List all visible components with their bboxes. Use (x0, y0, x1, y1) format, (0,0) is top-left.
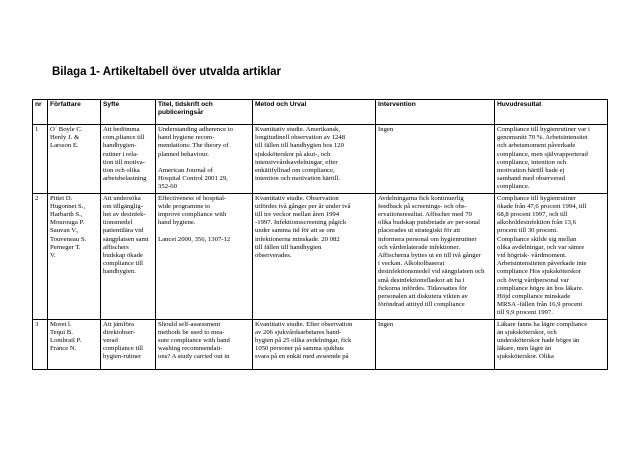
cell-nr: 3 (33, 319, 48, 369)
cell-metod: Kvantitativ studie. Efter observation av 206 sjukvårdsarbetares hand- hygien på 25 olika avdelningar, fick 1050 personer på samma sjukhus svara på en enkät med avseende på (253, 319, 376, 369)
cell-intervention: Ingen (376, 319, 495, 369)
header-syfte: Syfte (101, 100, 156, 125)
cell-metod: Kvantitativ studie. Observation utfördes två gånger per år under två till tre veckor mellan åren 1994 -1997. Infektionsscreening pågick under samma tid för att se om infektionerna minskade. 20 082 till fällen till handhygien observerades. (253, 193, 376, 319)
header-forfattare: Författare (48, 100, 101, 125)
page-title: Bilaga 1- Artikeltabell över utvalda artiklar (52, 66, 282, 78)
cell-huvudresultat: Compliance till hygienrutiner ökade från 47,6 procent 1994, till 68,8 procent 1997, och till alkoholdesinfektion från 13,6 procent till 30 procent. Compliance skilde sig mellan olika avdelningar, och var sämre vid högrisk- vårdmoment. Arbetsintensiteten påverkade inte compliance Hos sjuksköterskor och övrig vårdpersonal var compliance högre än hos läkare. Höjd compliance minskade MRSA -fällen från 16,9 procent till 9,9 procent 1997. (495, 193, 608, 319)
cell-nr: 2 (33, 193, 48, 319)
cell-forfattare: Moret l. Tequi B. Lombrail P. France N. (48, 319, 101, 369)
cell-titel: Effectiveness of hospital- wide programme to improve compliance with hand hygiene. Lancet 2000, 356, 1307-12 (156, 193, 253, 319)
table-header-row (33, 100, 608, 125)
header-huvudresultat: Huvudresultat (495, 100, 608, 125)
cell-nr: 1 (33, 125, 48, 194)
article-table (32, 99, 608, 370)
table-row (33, 319, 608, 369)
cell-titel: Understanding adherence to hand hygiene recom- mendations: The theory of planned behaviour. American Journal of Hospital Control 2001 29, 352-60 (156, 125, 253, 194)
header-titel: Titel, tidskrift och publiceringsår (156, 100, 253, 125)
cell-syfte: Att undersöka om tillgänglig- het av desinfek- tionsmedel patientilära vid sängplatsen samt affischers budskap ökade compliance till handhygien. (101, 193, 156, 319)
table-row (33, 125, 608, 194)
cell-syfte: Att bedömma com,pliance till handhygien- rutiner i rela- tion till motiva- tion och olika arbetsbelastning (101, 125, 156, 194)
header-intervention: Intervention (376, 100, 495, 125)
cell-intervention: Avdelningarna fick kontinuerlig feedback på screenings- och obs- ervationsresultat. Affischer med 70 olika budskap putsbetade av per-sonal placerades ut strategiskt för att informera personal om hygienrutiner och vårdrelaterade infektioner. Affischerna byttes ut en till två gånger i veckan. Alkoholbaserat desinfektionsmedel vid sängplatsen och små desinfektionsflaskor att ha i fickorna infördes. Tidavsattes för personalen att diskutera vikten av föröndrad attityd till compliance (376, 193, 495, 319)
cell-huvudresultat: Läkare fanns ha lägre compliance än sjuksköterskor, och undersköterskor hade högre än läkare, men lägre än sjuksköterskor. Olika (495, 319, 608, 369)
cell-huvudresultat: Compliance till hygienrutiner var i genomsnitt 70 %. Arbetsintensitet och arbetsmoment påverkade compliance, men självrapporterad compliance, intention och motivation härtill hade ej samband med observerad compliance. (495, 125, 608, 194)
cell-forfattare: Pittet D. Hugonnet S., Harbarth S., Mourouga P. Sauvan V., Touveneau S. Perneger T. V. (48, 193, 101, 319)
table-row (33, 193, 608, 319)
cell-metod: Kvantitativ studie. Amerikansk, longitudinell observation av 1248 till fällen till handhygien hos 120 sjuksköterskor på akut-, och intensivvårdsavdelningar, efter enkätifyllnad om compliance, intention och motivation härtill. (253, 125, 376, 194)
cell-syfte: Att jämföra direktobser- verad compliance till hygien-rutiner (101, 319, 156, 369)
header-metod: Metod och Urval (253, 100, 376, 125)
cell-intervention: Ingen (376, 125, 495, 194)
cell-titel: Should self-assessment methods be used to mea- sure compliance with hand washing recommendati- ons? A study carried out in (156, 319, 253, 369)
header-nr: nr (33, 100, 48, 125)
cell-forfattare: O´ Boyle C. Henly J. & Larsson E. (48, 125, 101, 194)
